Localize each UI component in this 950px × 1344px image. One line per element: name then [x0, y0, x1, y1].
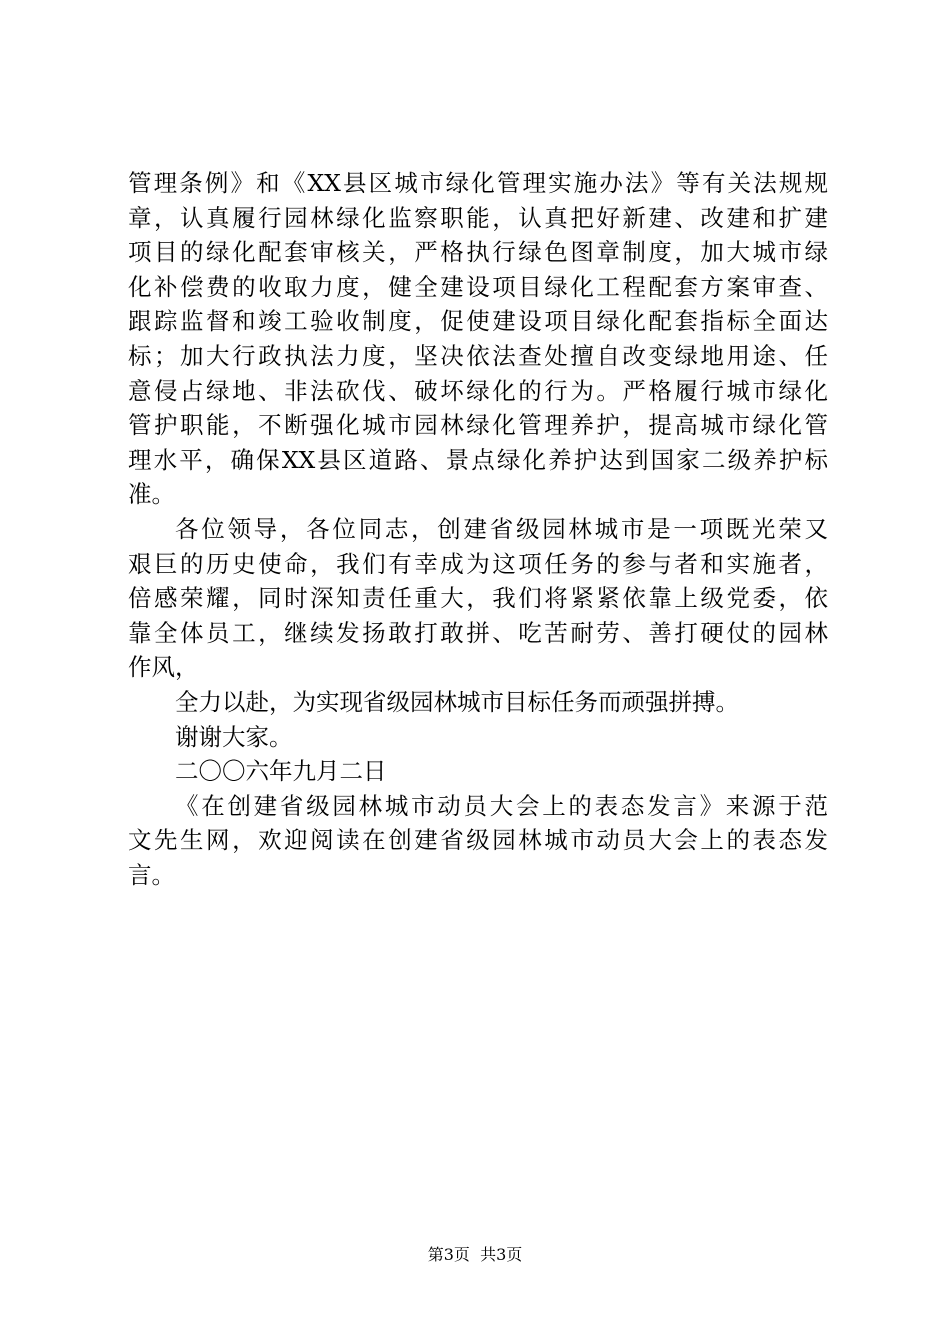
text-line: 各位领导，各位同志，创建省级园林城市是一项既光荣又 [175, 514, 828, 543]
text-line: 全力以赴，为实现省级园林城市目标任务而顽强拼搏。 [175, 687, 739, 716]
page-number-footer: 第3页 共3页 [427, 1245, 523, 1264]
text-line: 意侵占绿地、非法砍伐、破坏绿化的行为。严格履行城市绿化 [128, 376, 828, 405]
text-line: 靠全体员工，继续发扬敢打敢拼、吃苦耐劳、善打硬仗的园林 [128, 618, 828, 647]
text-line: 理水平，确保XX县区道路、景点绿化养护达到国家二级养护标 [128, 445, 828, 474]
text-line: 准。 [128, 480, 175, 509]
text-line: 跟踪监督和竣工验收制度，促使建设项目绿化配套指标全面达 [128, 307, 828, 336]
text-line: 谢谢大家。 [175, 722, 293, 751]
text-line: 标；加大行政执法力度，坚决依法查处擅自改变绿地用途、任 [128, 341, 828, 370]
text-line: 艰巨的历史使命，我们有幸成为这项任务的参与者和实施者， [128, 549, 828, 578]
text-line: 倍感荣耀，同时深知责任重大，我们将紧紧依靠上级党委，依 [128, 584, 828, 613]
date-line: 二〇〇六年九月二日 [175, 757, 387, 786]
text-line: 章，认真履行园林绿化监察职能，认真把好新建、改建和扩建 [128, 203, 828, 232]
document-body [128, 166, 828, 892]
text-line: 化补偿费的收取力度，健全建设项目绿化工程配套方案审查、 [128, 272, 828, 301]
text-line: 管理条例》和《XX县区城市绿化管理实施办法》等有关法规规 [128, 169, 828, 197]
text-line: 文先生网，欢迎阅读在创建省级园林城市动员大会上的表态发 [128, 826, 828, 855]
text-line: 《在创建省级园林城市动员大会上的表态发言》来源于范 [175, 791, 828, 820]
text-line: 言。 [128, 860, 175, 889]
text-line: 作风， [128, 653, 199, 682]
text-line: 管护职能，不断强化城市园林绿化管理养护，提高城市绿化管 [128, 411, 828, 440]
text-line: 项目的绿化配套审核关，严格执行绿色图章制度，加大城市绿 [128, 238, 828, 267]
